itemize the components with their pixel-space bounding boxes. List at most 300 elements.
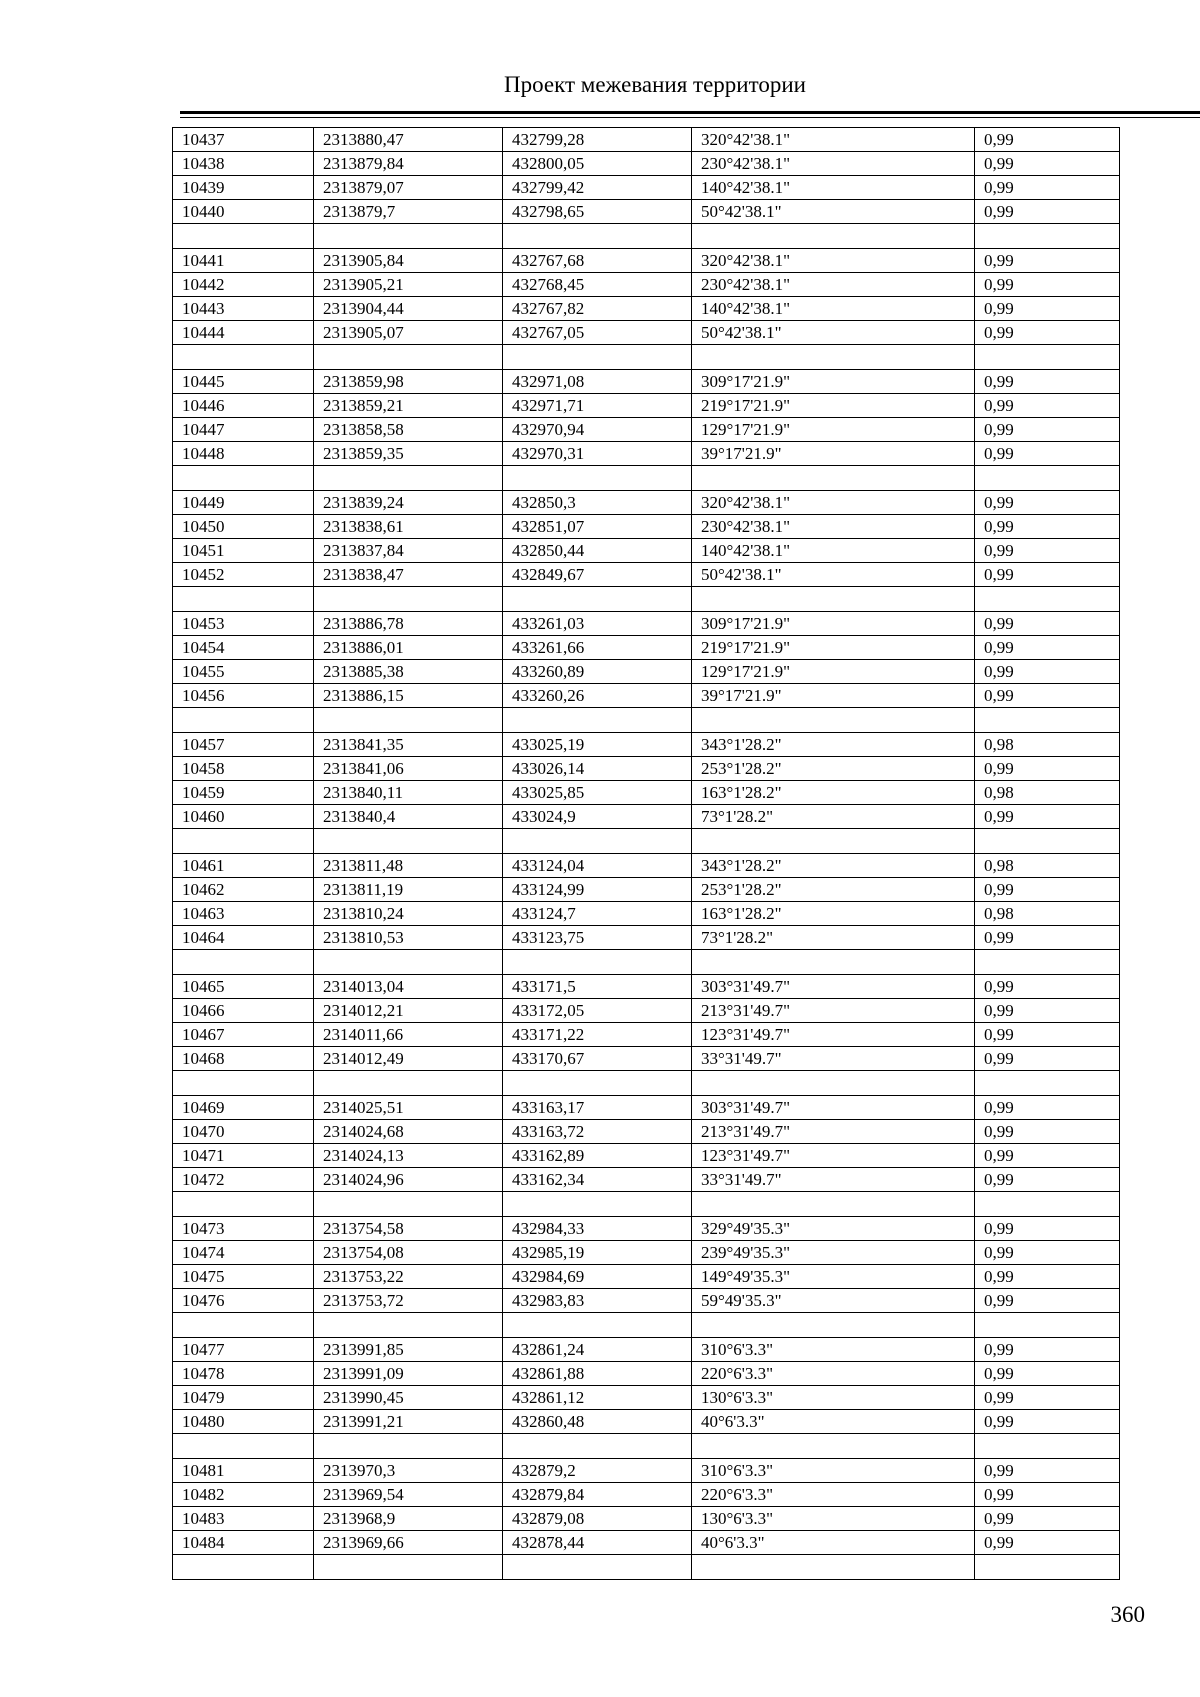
table-row — [173, 418, 1120, 442]
x-coordinate-cell: 2313859,35 — [314, 442, 503, 466]
empty-cell — [503, 1555, 692, 1580]
empty-cell — [975, 708, 1120, 733]
point-number-cell: 10481 — [173, 1459, 314, 1483]
empty-cell — [692, 1434, 975, 1459]
direction-angle-cell: 130°6'3.3" — [692, 1507, 975, 1531]
point-number-cell: 10466 — [173, 999, 314, 1023]
direction-angle-cell: 320°42'38.1" — [692, 491, 975, 515]
y-coordinate-cell: 432768,45 — [503, 273, 692, 297]
length-cell: 0,99 — [975, 297, 1120, 321]
direction-angle-cell: 230°42'38.1" — [692, 515, 975, 539]
x-coordinate-cell: 2313879,7 — [314, 200, 503, 224]
table-row — [173, 636, 1120, 660]
y-coordinate-cell: 432800,05 — [503, 152, 692, 176]
empty-cell — [314, 829, 503, 854]
length-cell: 0,99 — [975, 1531, 1120, 1555]
point-number-cell: 10439 — [173, 176, 314, 200]
empty-cell — [975, 829, 1120, 854]
table-row — [173, 1338, 1120, 1362]
direction-angle-cell: 230°42'38.1" — [692, 152, 975, 176]
length-cell: 0,99 — [975, 152, 1120, 176]
empty-cell — [173, 1192, 314, 1217]
y-coordinate-cell: 432985,19 — [503, 1241, 692, 1265]
empty-cell — [314, 1555, 503, 1580]
empty-cell — [692, 1071, 975, 1096]
direction-angle-cell: 309°17'21.9" — [692, 370, 975, 394]
x-coordinate-cell: 2313904,44 — [314, 297, 503, 321]
empty-cell — [173, 708, 314, 733]
y-coordinate-cell: 432767,05 — [503, 321, 692, 345]
y-coordinate-cell: 433172,05 — [503, 999, 692, 1023]
x-coordinate-cell: 2313810,24 — [314, 902, 503, 926]
y-coordinate-cell: 432798,65 — [503, 200, 692, 224]
y-coordinate-cell: 432767,68 — [503, 249, 692, 273]
point-number-cell: 10467 — [173, 1023, 314, 1047]
y-coordinate-cell: 433260,89 — [503, 660, 692, 684]
point-number-cell: 10452 — [173, 563, 314, 587]
x-coordinate-cell: 2313838,61 — [314, 515, 503, 539]
direction-angle-cell: 50°42'38.1" — [692, 200, 975, 224]
empty-cell — [173, 345, 314, 370]
empty-cell — [692, 708, 975, 733]
direction-angle-cell: 253°1'28.2" — [692, 757, 975, 781]
table-row — [173, 394, 1120, 418]
table-row — [173, 1168, 1120, 1192]
table-row-empty — [173, 224, 1120, 249]
length-cell: 0,99 — [975, 1362, 1120, 1386]
direction-angle-cell: 39°17'21.9" — [692, 442, 975, 466]
table-row-empty — [173, 1434, 1120, 1459]
x-coordinate-cell: 2313886,15 — [314, 684, 503, 708]
x-coordinate-cell: 2313859,98 — [314, 370, 503, 394]
length-cell: 0,99 — [975, 491, 1120, 515]
table-row — [173, 1217, 1120, 1241]
table-row — [173, 321, 1120, 345]
table-row — [173, 249, 1120, 273]
direction-angle-cell: 213°31'49.7" — [692, 999, 975, 1023]
direction-angle-cell: 303°31'49.7" — [692, 1096, 975, 1120]
point-number-cell: 10455 — [173, 660, 314, 684]
direction-angle-cell: 140°42'38.1" — [692, 297, 975, 321]
y-coordinate-cell: 433171,5 — [503, 975, 692, 999]
y-coordinate-cell: 433123,75 — [503, 926, 692, 950]
point-number-cell: 10484 — [173, 1531, 314, 1555]
point-number-cell: 10440 — [173, 200, 314, 224]
empty-cell — [975, 466, 1120, 491]
length-cell: 0,99 — [975, 200, 1120, 224]
point-number-cell: 10442 — [173, 273, 314, 297]
x-coordinate-cell: 2313859,21 — [314, 394, 503, 418]
table-row — [173, 975, 1120, 999]
table-row — [173, 1120, 1120, 1144]
point-number-cell: 10443 — [173, 297, 314, 321]
empty-cell — [692, 1313, 975, 1338]
direction-angle-cell: 73°1'28.2" — [692, 926, 975, 950]
y-coordinate-cell: 433162,34 — [503, 1168, 692, 1192]
y-coordinate-cell: 432851,07 — [503, 515, 692, 539]
table-row — [173, 757, 1120, 781]
empty-cell — [503, 224, 692, 249]
x-coordinate-cell: 2313990,45 — [314, 1386, 503, 1410]
table-row-empty — [173, 1071, 1120, 1096]
point-number-cell: 10472 — [173, 1168, 314, 1192]
point-number-cell: 10475 — [173, 1265, 314, 1289]
direction-angle-cell: 130°6'3.3" — [692, 1386, 975, 1410]
direction-angle-cell: 129°17'21.9" — [692, 660, 975, 684]
point-number-cell: 10479 — [173, 1386, 314, 1410]
coordinates-table-body — [173, 128, 1120, 1580]
y-coordinate-cell: 432799,28 — [503, 128, 692, 152]
table-row — [173, 563, 1120, 587]
direction-angle-cell: 163°1'28.2" — [692, 902, 975, 926]
empty-cell — [314, 1071, 503, 1096]
empty-cell — [173, 1434, 314, 1459]
y-coordinate-cell: 432861,12 — [503, 1386, 692, 1410]
x-coordinate-cell: 2313991,09 — [314, 1362, 503, 1386]
table-row — [173, 370, 1120, 394]
table-row-empty — [173, 950, 1120, 975]
direction-angle-cell: 303°31'49.7" — [692, 975, 975, 999]
length-cell: 0,99 — [975, 1386, 1120, 1410]
table-row — [173, 1144, 1120, 1168]
empty-cell — [692, 950, 975, 975]
direction-angle-cell: 219°17'21.9" — [692, 394, 975, 418]
empty-cell — [503, 345, 692, 370]
empty-cell — [503, 708, 692, 733]
length-cell: 0,98 — [975, 733, 1120, 757]
length-cell: 0,99 — [975, 975, 1120, 999]
x-coordinate-cell: 2313754,58 — [314, 1217, 503, 1241]
page-header-title: Проект межевания территории — [504, 72, 806, 97]
x-coordinate-cell: 2313837,84 — [314, 539, 503, 563]
direction-angle-cell: 163°1'28.2" — [692, 781, 975, 805]
empty-cell — [503, 466, 692, 491]
table-row-empty — [173, 1313, 1120, 1338]
length-cell: 0,99 — [975, 1338, 1120, 1362]
length-cell: 0,99 — [975, 878, 1120, 902]
table-row — [173, 491, 1120, 515]
point-number-cell: 10476 — [173, 1289, 314, 1313]
point-number-cell: 10449 — [173, 491, 314, 515]
table-row-empty — [173, 466, 1120, 491]
empty-cell — [692, 1555, 975, 1580]
empty-cell — [314, 708, 503, 733]
table-row — [173, 612, 1120, 636]
table-row — [173, 660, 1120, 684]
table-row — [173, 297, 1120, 321]
page-number: 360 — [1110, 1602, 1145, 1627]
direction-angle-cell: 123°31'49.7" — [692, 1144, 975, 1168]
direction-angle-cell: 310°6'3.3" — [692, 1459, 975, 1483]
length-cell: 0,98 — [975, 781, 1120, 805]
y-coordinate-cell: 433024,9 — [503, 805, 692, 829]
point-number-cell: 10483 — [173, 1507, 314, 1531]
x-coordinate-cell: 2313841,06 — [314, 757, 503, 781]
length-cell: 0,99 — [975, 515, 1120, 539]
x-coordinate-cell: 2313968,9 — [314, 1507, 503, 1531]
table-row — [173, 515, 1120, 539]
x-coordinate-cell: 2313886,78 — [314, 612, 503, 636]
point-number-cell: 10453 — [173, 612, 314, 636]
direction-angle-cell: 40°6'3.3" — [692, 1531, 975, 1555]
empty-cell — [975, 1192, 1120, 1217]
empty-cell — [692, 466, 975, 491]
length-cell: 0,99 — [975, 684, 1120, 708]
empty-cell — [692, 224, 975, 249]
table-row — [173, 733, 1120, 757]
y-coordinate-cell: 432878,44 — [503, 1531, 692, 1555]
empty-cell — [503, 950, 692, 975]
length-cell: 0,99 — [975, 612, 1120, 636]
x-coordinate-cell: 2314024,68 — [314, 1120, 503, 1144]
empty-cell — [975, 224, 1120, 249]
direction-angle-cell: 220°6'3.3" — [692, 1483, 975, 1507]
direction-angle-cell: 40°6'3.3" — [692, 1410, 975, 1434]
x-coordinate-cell: 2313969,66 — [314, 1531, 503, 1555]
y-coordinate-cell: 432970,94 — [503, 418, 692, 442]
direction-angle-cell: 33°31'49.7" — [692, 1168, 975, 1192]
y-coordinate-cell: 432850,3 — [503, 491, 692, 515]
y-coordinate-cell: 433261,03 — [503, 612, 692, 636]
table-row-empty — [173, 587, 1120, 612]
point-number-cell: 10438 — [173, 152, 314, 176]
x-coordinate-cell: 2313879,07 — [314, 176, 503, 200]
x-coordinate-cell: 2313840,11 — [314, 781, 503, 805]
point-number-cell: 10469 — [173, 1096, 314, 1120]
direction-angle-cell: 219°17'21.9" — [692, 636, 975, 660]
direction-angle-cell: 140°42'38.1" — [692, 176, 975, 200]
table-row — [173, 1096, 1120, 1120]
table-row — [173, 684, 1120, 708]
y-coordinate-cell: 432879,84 — [503, 1483, 692, 1507]
empty-cell — [503, 1313, 692, 1338]
x-coordinate-cell: 2314024,96 — [314, 1168, 503, 1192]
empty-cell — [173, 587, 314, 612]
empty-cell — [503, 829, 692, 854]
table-row — [173, 854, 1120, 878]
empty-cell — [314, 345, 503, 370]
direction-angle-cell: 50°42'38.1" — [692, 321, 975, 345]
table-row — [173, 442, 1120, 466]
y-coordinate-cell: 432850,44 — [503, 539, 692, 563]
header-rule-thin — [180, 117, 1200, 118]
point-number-cell: 10464 — [173, 926, 314, 950]
length-cell: 0,99 — [975, 1507, 1120, 1531]
x-coordinate-cell: 2314012,21 — [314, 999, 503, 1023]
table-row — [173, 200, 1120, 224]
empty-cell — [503, 1071, 692, 1096]
y-coordinate-cell: 432984,69 — [503, 1265, 692, 1289]
point-number-cell: 10471 — [173, 1144, 314, 1168]
table-row — [173, 1047, 1120, 1071]
direction-angle-cell: 129°17'21.9" — [692, 418, 975, 442]
table-row — [173, 1483, 1120, 1507]
point-number-cell: 10480 — [173, 1410, 314, 1434]
length-cell: 0,99 — [975, 1047, 1120, 1071]
x-coordinate-cell: 2313753,22 — [314, 1265, 503, 1289]
x-coordinate-cell: 2313991,85 — [314, 1338, 503, 1362]
direction-angle-cell: 329°49'35.3" — [692, 1217, 975, 1241]
length-cell: 0,99 — [975, 176, 1120, 200]
direction-angle-cell: 320°42'38.1" — [692, 249, 975, 273]
y-coordinate-cell: 432861,24 — [503, 1338, 692, 1362]
x-coordinate-cell: 2313754,08 — [314, 1241, 503, 1265]
y-coordinate-cell: 432879,2 — [503, 1459, 692, 1483]
y-coordinate-cell: 432970,31 — [503, 442, 692, 466]
x-coordinate-cell: 2313839,24 — [314, 491, 503, 515]
table-row-empty — [173, 708, 1120, 733]
length-cell: 0,99 — [975, 636, 1120, 660]
point-number-cell: 10468 — [173, 1047, 314, 1071]
table-row — [173, 1386, 1120, 1410]
y-coordinate-cell: 432971,71 — [503, 394, 692, 418]
length-cell: 0,99 — [975, 1168, 1120, 1192]
y-coordinate-cell: 433124,04 — [503, 854, 692, 878]
length-cell: 0,99 — [975, 660, 1120, 684]
empty-cell — [503, 1192, 692, 1217]
length-cell: 0,98 — [975, 902, 1120, 926]
point-number-cell: 10450 — [173, 515, 314, 539]
table-row — [173, 539, 1120, 563]
table-row-empty — [173, 829, 1120, 854]
y-coordinate-cell: 433124,99 — [503, 878, 692, 902]
empty-cell — [975, 1555, 1120, 1580]
table-row — [173, 273, 1120, 297]
length-cell: 0,99 — [975, 1265, 1120, 1289]
y-coordinate-cell: 432799,42 — [503, 176, 692, 200]
empty-cell — [975, 1313, 1120, 1338]
length-cell: 0,99 — [975, 394, 1120, 418]
x-coordinate-cell: 2313886,01 — [314, 636, 503, 660]
coordinates-table — [172, 127, 1120, 1580]
length-cell: 0,99 — [975, 1289, 1120, 1313]
empty-cell — [314, 950, 503, 975]
x-coordinate-cell: 2313840,4 — [314, 805, 503, 829]
empty-cell — [314, 1192, 503, 1217]
direction-angle-cell: 239°49'35.3" — [692, 1241, 975, 1265]
length-cell: 0,99 — [975, 1120, 1120, 1144]
empty-cell — [692, 345, 975, 370]
x-coordinate-cell: 2313880,47 — [314, 128, 503, 152]
x-coordinate-cell: 2313991,21 — [314, 1410, 503, 1434]
point-number-cell: 10477 — [173, 1338, 314, 1362]
table-row-empty — [173, 1555, 1120, 1580]
x-coordinate-cell: 2313905,84 — [314, 249, 503, 273]
empty-cell — [503, 1434, 692, 1459]
direction-angle-cell: 50°42'38.1" — [692, 563, 975, 587]
y-coordinate-cell: 433026,14 — [503, 757, 692, 781]
point-number-cell: 10437 — [173, 128, 314, 152]
empty-cell — [314, 1434, 503, 1459]
direction-angle-cell: 39°17'21.9" — [692, 684, 975, 708]
y-coordinate-cell: 432861,88 — [503, 1362, 692, 1386]
y-coordinate-cell: 433260,26 — [503, 684, 692, 708]
length-cell: 0,99 — [975, 1410, 1120, 1434]
length-cell: 0,99 — [975, 539, 1120, 563]
y-coordinate-cell: 432879,08 — [503, 1507, 692, 1531]
length-cell: 0,99 — [975, 805, 1120, 829]
empty-cell — [692, 1192, 975, 1217]
x-coordinate-cell: 2313841,35 — [314, 733, 503, 757]
table-row — [173, 1362, 1120, 1386]
y-coordinate-cell: 433124,7 — [503, 902, 692, 926]
table-row — [173, 926, 1120, 950]
x-coordinate-cell: 2313753,72 — [314, 1289, 503, 1313]
empty-cell — [975, 1434, 1120, 1459]
table-row — [173, 1241, 1120, 1265]
length-cell: 0,99 — [975, 926, 1120, 950]
direction-angle-cell: 309°17'21.9" — [692, 612, 975, 636]
empty-cell — [503, 587, 692, 612]
x-coordinate-cell: 2313970,3 — [314, 1459, 503, 1483]
direction-angle-cell: 320°42'38.1" — [692, 128, 975, 152]
point-number-cell: 10474 — [173, 1241, 314, 1265]
length-cell: 0,99 — [975, 1217, 1120, 1241]
length-cell: 0,99 — [975, 273, 1120, 297]
y-coordinate-cell: 433162,89 — [503, 1144, 692, 1168]
x-coordinate-cell: 2314024,13 — [314, 1144, 503, 1168]
x-coordinate-cell: 2313811,19 — [314, 878, 503, 902]
table-row — [173, 1289, 1120, 1313]
length-cell: 0,99 — [975, 1483, 1120, 1507]
direction-angle-cell: 253°1'28.2" — [692, 878, 975, 902]
y-coordinate-cell: 433025,85 — [503, 781, 692, 805]
y-coordinate-cell: 433171,22 — [503, 1023, 692, 1047]
x-coordinate-cell: 2313810,53 — [314, 926, 503, 950]
direction-angle-cell: 343°1'28.2" — [692, 733, 975, 757]
x-coordinate-cell: 2313879,84 — [314, 152, 503, 176]
direction-angle-cell: 123°31'49.7" — [692, 1023, 975, 1047]
y-coordinate-cell: 433163,72 — [503, 1120, 692, 1144]
point-number-cell: 10473 — [173, 1217, 314, 1241]
x-coordinate-cell: 2313811,48 — [314, 854, 503, 878]
direction-angle-cell: 140°42'38.1" — [692, 539, 975, 563]
x-coordinate-cell: 2313905,21 — [314, 273, 503, 297]
empty-cell — [975, 587, 1120, 612]
length-cell: 0,99 — [975, 1023, 1120, 1047]
point-number-cell: 10451 — [173, 539, 314, 563]
length-cell: 0,99 — [975, 418, 1120, 442]
x-coordinate-cell: 2314012,49 — [314, 1047, 503, 1071]
empty-cell — [173, 1555, 314, 1580]
table-row — [173, 152, 1120, 176]
point-number-cell: 10444 — [173, 321, 314, 345]
table-row — [173, 781, 1120, 805]
table-row — [173, 128, 1120, 152]
table-row — [173, 176, 1120, 200]
y-coordinate-cell: 432860,48 — [503, 1410, 692, 1434]
point-number-cell: 10447 — [173, 418, 314, 442]
direction-angle-cell: 230°42'38.1" — [692, 273, 975, 297]
direction-angle-cell: 73°1'28.2" — [692, 805, 975, 829]
y-coordinate-cell: 433025,19 — [503, 733, 692, 757]
point-number-cell: 10457 — [173, 733, 314, 757]
y-coordinate-cell: 433163,17 — [503, 1096, 692, 1120]
x-coordinate-cell: 2314025,51 — [314, 1096, 503, 1120]
length-cell: 0,99 — [975, 1096, 1120, 1120]
point-number-cell: 10448 — [173, 442, 314, 466]
point-number-cell: 10445 — [173, 370, 314, 394]
length-cell: 0,99 — [975, 128, 1120, 152]
direction-angle-cell: 213°31'49.7" — [692, 1120, 975, 1144]
direction-angle-cell: 59°49'35.3" — [692, 1289, 975, 1313]
x-coordinate-cell: 2313905,07 — [314, 321, 503, 345]
table-row — [173, 805, 1120, 829]
length-cell: 0,99 — [975, 563, 1120, 587]
direction-angle-cell: 343°1'28.2" — [692, 854, 975, 878]
empty-cell — [173, 829, 314, 854]
point-number-cell: 10462 — [173, 878, 314, 902]
